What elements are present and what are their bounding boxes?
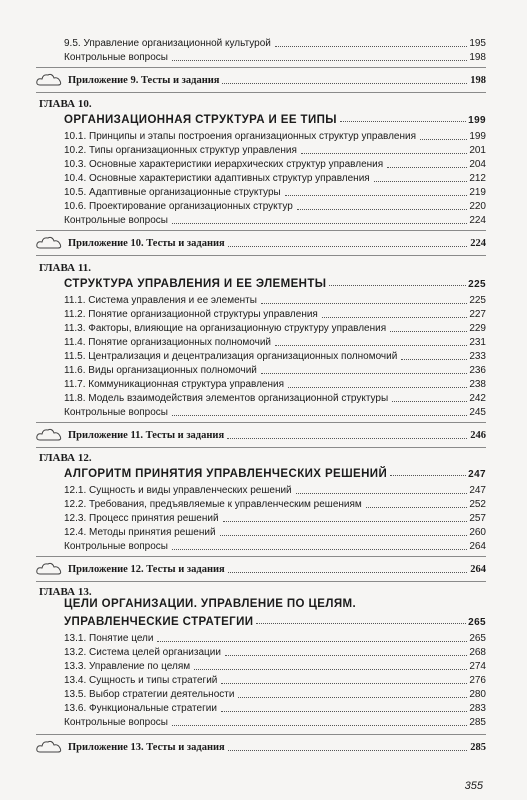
entry-page: 231 [469, 337, 486, 348]
appendix-entry [36, 71, 486, 89]
entry-page: 257 [469, 513, 486, 524]
entry-page: 274 [469, 661, 486, 672]
toc-entry [64, 143, 486, 157]
entry-text: 11.3. Факторы, влияющие на организационную структуру управления [64, 323, 387, 334]
toc-entry [64, 631, 486, 645]
entry-page: 219 [469, 187, 486, 198]
entry-page: 247 [469, 485, 486, 496]
entry-text: 10.6. Проектирование организационных структур [64, 201, 293, 212]
entry-text: 11.1. Система управления и ее элементы [64, 295, 257, 306]
entry-text: 12.3. Процесс принятия решений [64, 513, 219, 524]
entry-text: Контрольные вопросы [64, 52, 168, 63]
toc-entry [64, 307, 486, 321]
toc-entry [64, 659, 486, 673]
toc-entry [64, 715, 486, 729]
chapter-title [64, 612, 486, 628]
appendix-text: Приложение 9. Тесты и задания [68, 74, 220, 86]
chapter-label: ГЛАВА 10. [39, 98, 92, 110]
entry-page: 260 [469, 527, 486, 538]
appendix-entry [36, 234, 486, 252]
entry-text: Контрольные вопросы [64, 215, 168, 226]
entry-page: 195 [469, 38, 486, 49]
appendix-page: 224 [470, 237, 486, 249]
chapter-page: 247 [468, 469, 486, 480]
entry-page: 229 [469, 323, 486, 334]
entry-text: 13.4. Сущность и типы стратегий [64, 675, 218, 686]
entry-text: 13.5. Выбор стратегии деятельности [64, 689, 235, 700]
toc-entry [64, 525, 486, 539]
toc-entry [64, 363, 486, 377]
toc-entry [64, 701, 486, 715]
entry-text: 9.5. Управление организационной культурой [64, 38, 271, 49]
divider [36, 230, 486, 231]
chapter-title-text: АЛГОРИТМ ПРИНЯТИЯ УПРАВЛЕНЧЕСКИХ РЕШЕНИЙ [64, 468, 388, 480]
entry-page: 236 [469, 365, 486, 376]
chapter-page: 265 [468, 617, 486, 628]
cloud-icon [36, 73, 62, 87]
cloud-icon [36, 428, 62, 442]
entry-page: 268 [469, 647, 486, 658]
entry-text: Контрольные вопросы [64, 407, 168, 418]
toc-entry [64, 497, 486, 511]
appendix-page: 246 [470, 429, 486, 441]
toc-entry [64, 349, 486, 363]
divider [36, 92, 486, 93]
entry-page: 227 [469, 309, 486, 320]
entry-text: 11.4. Понятие организационных полномочий [64, 337, 271, 348]
entry-text: 12.2. Требования, предъявляемые к управленческим решениям [64, 499, 362, 510]
page-number: 355 [464, 780, 483, 792]
entry-text: 10.3. Основные характеристики иерархических структур управления [64, 159, 384, 170]
entry-page: 198 [469, 52, 486, 63]
entry-page: 283 [469, 703, 486, 714]
divider [36, 581, 486, 582]
toc-entry [64, 645, 486, 659]
entry-text: 13.3. Управление по целям [64, 661, 191, 672]
toc-entry [64, 405, 486, 419]
entry-text: 11.2. Понятие организационной структуры управления [64, 309, 318, 320]
cloud-icon [36, 562, 62, 576]
appendix-page: 285 [470, 741, 486, 753]
toc-entry [64, 511, 486, 525]
entry-page: 201 [469, 145, 486, 156]
entry-text: 10.1. Принципы и этапы построения организационных структур управления [64, 131, 417, 142]
chapter-title-line1: ЦЕЛИ ОРГАНИЗАЦИИ. УПРАВЛЕНИЕ ПО ЦЕЛЯМ. [64, 598, 357, 610]
entry-text: 10.5. Адаптивные организационные структуры [64, 187, 281, 198]
appendix-text: Приложение 10. Тесты и задания [68, 237, 225, 249]
divider [36, 734, 486, 735]
divider [36, 255, 486, 256]
chapter-label: ГЛАВА 11. [39, 262, 91, 274]
toc-entry [64, 171, 486, 185]
entry-page: 233 [469, 351, 486, 362]
toc-entry [64, 185, 486, 199]
entry-text: 11.8. Модель взаимодействия элементов организационной структуры [64, 393, 389, 404]
toc-entry [64, 377, 486, 391]
appendix-entry [36, 426, 486, 444]
entry-page: 238 [469, 379, 486, 390]
divider [36, 67, 486, 68]
cloud-icon [36, 740, 62, 754]
entry-text: 11.7. Коммуникационная структура управления [64, 379, 285, 390]
entry-page: 224 [469, 215, 486, 226]
chapter-title-text: УПРАВЛЕНЧЕСКИЕ СТРАТЕГИИ [64, 616, 254, 628]
entry-page: 199 [469, 131, 486, 142]
toc-entry [64, 539, 486, 553]
entry-page: 280 [469, 689, 486, 700]
toc-entry [64, 687, 486, 701]
toc-entry [64, 213, 486, 227]
appendix-page: 198 [470, 74, 486, 86]
entry-page: 225 [469, 295, 486, 306]
entry-page: 212 [469, 173, 486, 184]
entry-text: 11.6. Виды организационных полномочий [64, 365, 257, 376]
chapter-title [64, 274, 486, 290]
entry-page: 245 [469, 407, 486, 418]
chapter-label: ГЛАВА 13. [39, 586, 92, 598]
toc-entry [64, 483, 486, 497]
entry-page: 265 [469, 633, 486, 644]
entry-text: 13.2. Система целей организации [64, 647, 221, 658]
entry-text: 12.4. Методы принятия решений [64, 527, 216, 538]
toc-entry [64, 36, 486, 50]
entry-page: 252 [469, 499, 486, 510]
entry-page: 242 [469, 393, 486, 404]
chapter-page: 225 [468, 279, 486, 290]
appendix-page: 264 [470, 563, 486, 575]
entry-page: 220 [469, 201, 486, 212]
appendix-text: Приложение 11. Тесты и задания [68, 429, 225, 441]
toc-entry [64, 321, 486, 335]
cloud-icon [36, 236, 62, 250]
divider [36, 556, 486, 557]
entry-text: 12.1. Сущность и виды управленческих решений [64, 485, 292, 496]
chapter-title [64, 464, 486, 480]
appendix-text: Приложение 12. Тесты и задания [68, 563, 225, 575]
chapter-title-text: ОРГАНИЗАЦИОННАЯ СТРУКТУРА И ЕЕ ТИПЫ [64, 114, 337, 126]
divider [36, 447, 486, 448]
entry-text: Контрольные вопросы [64, 541, 168, 552]
toc-entry [64, 673, 486, 687]
chapter-label: ГЛАВА 12. [39, 452, 92, 464]
toc-entry [64, 50, 486, 64]
toc-entry [64, 199, 486, 213]
appendix-entry [36, 560, 486, 578]
divider [36, 422, 486, 423]
toc-entry [64, 293, 486, 307]
chapter-page: 199 [468, 115, 486, 126]
entry-text: 10.2. Типы организационных структур управления [64, 145, 297, 156]
toc-entry [64, 129, 486, 143]
entry-page: 285 [469, 717, 486, 728]
appendix-entry [36, 738, 486, 756]
chapter-title [64, 110, 486, 126]
toc-entry [64, 335, 486, 349]
entry-page: 204 [469, 159, 486, 170]
entry-text: 11.5. Централизация и децентрализация организационных полномочий [64, 351, 398, 362]
chapter-title-text: СТРУКТУРА УПРАВЛЕНИЯ И ЕЕ ЭЛЕМЕНТЫ [64, 278, 327, 290]
entry-page: 276 [469, 675, 486, 686]
toc-entry [64, 157, 486, 171]
appendix-text: Приложение 13. Тесты и задания [68, 741, 225, 753]
entry-page: 264 [469, 541, 486, 552]
entry-text: Контрольные вопросы [64, 717, 168, 728]
entry-text: 13.1. Понятие цели [64, 633, 154, 644]
entry-text: 10.4. Основные характеристики адаптивных структур управления [64, 173, 370, 184]
entry-text: 13.6. Функциональные стратегии [64, 703, 217, 714]
toc-entry [64, 391, 486, 405]
